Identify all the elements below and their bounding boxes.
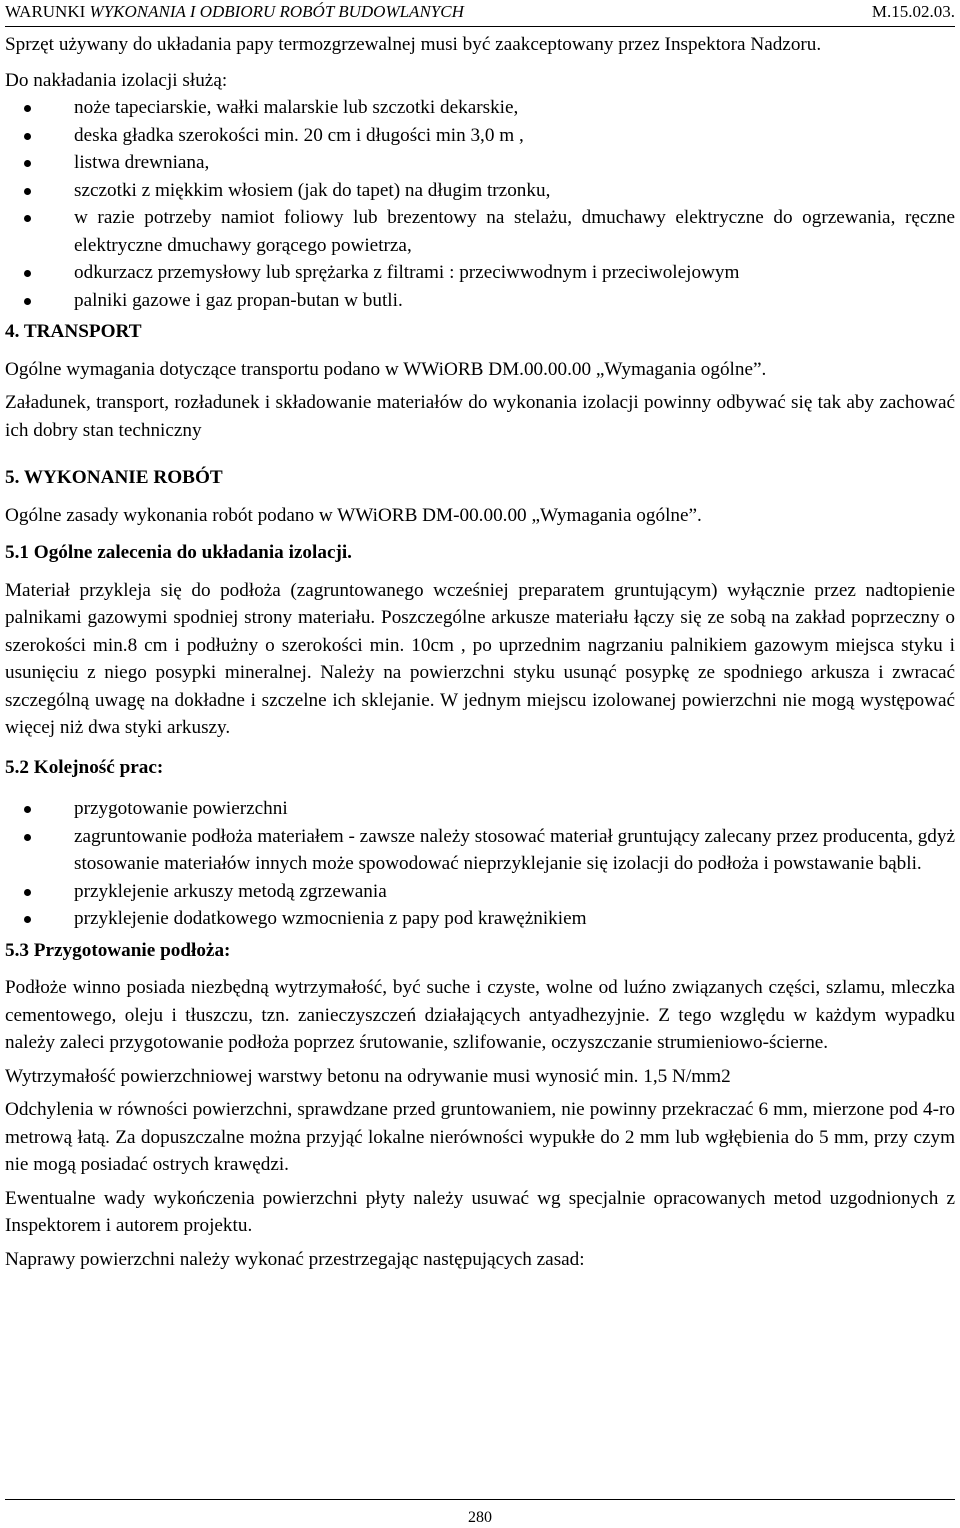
bullet-icon xyxy=(24,889,31,896)
list-item: w razie potrzeby namiot foliowy lub brezentowy na stelażu, dmuchawy elektryczne do ogrzewania, ręczne elektryczne dmuchawy gorącego powietrza, xyxy=(5,204,955,259)
list-item: listwa drewniana, xyxy=(5,149,955,177)
work-order-list xyxy=(5,795,955,933)
tools-intro: Do nakładania izolacji służą: xyxy=(5,69,228,91)
list-item: przyklejenie dodatkowego wzmocnienia z papy pod krawężnikiem xyxy=(5,905,955,933)
bullet-icon xyxy=(24,188,31,195)
header-title-italic: WYKONANIA I ODBIORU ROBÓT BUDOWLANYCH xyxy=(89,2,464,21)
list-item: szczotki z miękkim włosiem (jak do tapet) na długim trzonku, xyxy=(5,177,955,205)
bullet-icon xyxy=(24,160,31,167)
section-heading-works: 5. WYKONANIE ROBÓT xyxy=(5,467,223,488)
section-5-3-paragraph-5: Naprawy powierzchni należy wykonać przestrzegając następujących zasad: xyxy=(5,1248,585,1270)
bullet-icon xyxy=(24,806,31,813)
section-5-1-paragraph: Materiał przykleja się do podłoża (zagruntowanego wcześniej preparatem gruntującym) wyłącznie przez nadtopienie palnikami gazowymi spodniej strony materiału. Poszczególne arkusze materiału łączy się ze sobą na zakład poprzeczny o szerokości min.8 cm i podłużny o szerokości min. 10cm , po uprzednim nagrzaniu palnikiem gazowym miejsca styku i usunięciu z niego posypki mineralnej. Należy na powierzchni styku usunąć posypkę ze spodniego arkusza i zwracać szczególną uwagę na dokładne i szczelne ich sklejanie. W jednym miejscu izolowanej powierzchni nie mogą występować więcej niż dwa styki arkuszy. xyxy=(5,579,955,738)
section-5-3-paragraph-2: Wytrzymałość powierzchniowej warstwy betonu na odrywanie musi wynosić min. 1,5 N/mm2 xyxy=(5,1065,731,1087)
header-title-plain: WARUNKI xyxy=(5,2,86,21)
header-title xyxy=(5,0,464,24)
page-number: 280 xyxy=(468,1509,492,1526)
bullet-icon xyxy=(24,105,31,112)
header-code: M.15.02.03. xyxy=(871,2,955,21)
bullet-icon xyxy=(24,298,31,305)
bullet-icon xyxy=(24,215,31,222)
list-item: zagruntowanie podłoża materiałem - zawsze należy stosować materiał gruntujący zalecany przez producenta, gdyż stosowanie materiałów innych może spowodować nieprzyklejanie się izolacji do podłoża i powstawanie bąbli. xyxy=(5,823,955,878)
list-item: palniki gazowe i gaz propan-butan w butli. xyxy=(5,287,955,315)
transport-paragraph-1: Ogólne wymagania dotyczące transportu podano w WWiORB DM.00.00.00 „Wymagania ogólne”. xyxy=(5,358,767,380)
works-paragraph: Ogólne zasady wykonania robót podano w WWiORB DM-00.00.00 „Wymagania ogólne”. xyxy=(5,504,702,526)
section-5-3-paragraph-3: Odchylenia w równości powierzchni, sprawdzane przed gruntowaniem, nie powinny przekraczać 6 mm, mierzone pod 4-ro metrową łatą. Za dopuszczalne można przyjąć lokalne nierówności wypukłe do 2 mm lub wgłębienia do 5 mm, przy czym nie mogą posiadać ostrych krawędzi. xyxy=(5,1099,955,1175)
transport-paragraph-2: Załadunek, transport, rozładunek i składowanie materiałów do wykonania izolacji powinny odbywać się tak aby zachować ich dobry stan techniczny xyxy=(5,392,955,441)
page-footer xyxy=(5,1499,955,1526)
list-item: przyklejenie arkuszy metodą zgrzewania xyxy=(5,878,955,906)
bullet-icon xyxy=(24,916,31,923)
list-item: przygotowanie powierzchni xyxy=(5,795,955,823)
bullet-icon xyxy=(24,270,31,277)
list-item: deska gładka szerokości min. 20 cm i długości min 3,0 m , xyxy=(5,122,955,150)
section-heading-transport: 4. TRANSPORT xyxy=(5,321,142,342)
list-item: noże tapeciarskie, wałki malarskie lub szczotki dekarskie, xyxy=(5,94,955,122)
list-item: odkurzacz przemysłowy lub sprężarka z filtrami : przeciwwodnym i przeciwolejowym xyxy=(5,259,955,287)
bullet-icon xyxy=(24,834,31,841)
section-heading-5-2: 5.2 Kolejność prac: xyxy=(5,756,164,778)
section-heading-5-1: 5.1 Ogólne zalecenia do układania izolacji. xyxy=(5,542,352,563)
tools-list xyxy=(5,94,955,314)
document-body xyxy=(5,31,955,1273)
page-header xyxy=(5,0,955,27)
section-heading-5-3: 5.3 Przygotowanie podłoża: xyxy=(5,939,231,961)
equipment-paragraph: Sprzęt używany do układania papy termozgrzewalnej musi być zaakceptowany przez Inspektora Nadzoru. xyxy=(5,34,822,55)
section-5-3-paragraph-4: Ewentualne wady wykończenia powierzchni płyty należy usuwać wg specjalnie opracowanych metod uzgodnionych z Inspektorem i autorem projektu. xyxy=(5,1187,955,1236)
bullet-icon xyxy=(24,133,31,140)
section-5-3-paragraph-1: Podłoże winno posiada niezbędną wytrzymałość, być suche i czyste, wolne od luźno związanych części, szlamu, mleczka cementowego, oleju i tłuszczu, tzn. zanieczyszczeń działających antyadhezyjnie. Z tego względu w każdym wypadku należy zaleci przygotowanie podłoża poprzez śrutowanie, szlifowanie, oczyszczanie strumieniowo-ścierne. xyxy=(5,977,955,1053)
